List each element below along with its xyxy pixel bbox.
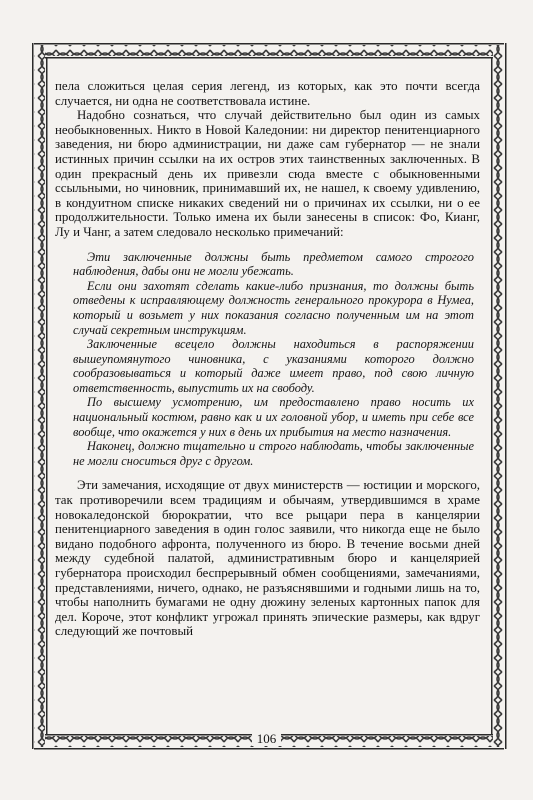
note-item: Наконец, должно тщательно и строго наблюдать, чтобы заключенные не могли сноситься друг с другом.: [73, 439, 474, 468]
page-number: [0, 731, 533, 747]
note-item: Эти заключенные должны быть предметом самого строгого наблюдения, дабы они не могли убежать.: [73, 249, 474, 279]
note-item: Если они захотят сделать какие-либо признания, то должны быть отведены к исправляющему должность генерального прокурора в Нумеа, который и возьмет у них показания согласно полученным им на этот случай секретным инструкциям.: [73, 278, 474, 337]
notes-block: [73, 250, 474, 469]
page-number-label: 106: [252, 731, 282, 746]
page-text: [55, 79, 480, 639]
paragraph-intro: Надобно сознаться, что случай действительно был один из самых необыкновенных. Никто в Новой Каледонии: ни директор пенитенциарного заведения, ни бюро администрации, ни даже сам губернатор — не знали истинных причин ссылки на их остров этих таинственных заключенных. В один прекрасный день их привезли сюда вместе с обыкновенными ссыльными, но чиновник, принимавший их, не нашел, к своему удивлению, в кондуитном списке никаких сведений ни о причинах их ссылки, ни о ее продолжительности. Только имена их были занесены в список: Фо, Кианг, Лу и Чанг, а затем следовало несколько примечаний:: [55, 108, 480, 239]
note-item: По высшему усмотрению, им предоставлено право носить их национальный костюм, равно как и их головной убор, и иметь при себе все вообще, что окажется у них в день их прибытия на место назначения.: [73, 395, 474, 439]
paragraph-body: Эти замечания, исходящие от двух министерств — юстиции и морского, так противоречили всем традициям и обычаям, утвердившимся в храме новокаледонской бюрократии, что все рыцари пера в канцелярии пенитенциарного заведения в один голос заявили, что никогда еще не было видано подобного афронта, полученного из бюро. В течение восьми дней между судебной палатой, административным бюро и канцелярией губернатора происходил беспрерывный обмен сообщениями, замечаниями, представлениями, ничего, однако, не разъяснявшими и годными лишь на то, чтобы наполнить бумагами не одну дюжину зеленых картонных папок для дел. Короче, этот конфликт угрожал принять эпические размеры, как вдруг следующий же почтовый: [55, 478, 480, 639]
note-item: Заключенные всецело должны находиться в распоряжении вышеупомянутого чиновника, с указаниями которого должно сообразовываться и который даже имеет право, под свою личную ответственность, выпустить их на свободу.: [73, 337, 474, 395]
paragraph-continued: пела сложиться целая серия легенд, из которых, как это почти всегда случается, ни одна не соответствовала истине.: [55, 79, 480, 108]
